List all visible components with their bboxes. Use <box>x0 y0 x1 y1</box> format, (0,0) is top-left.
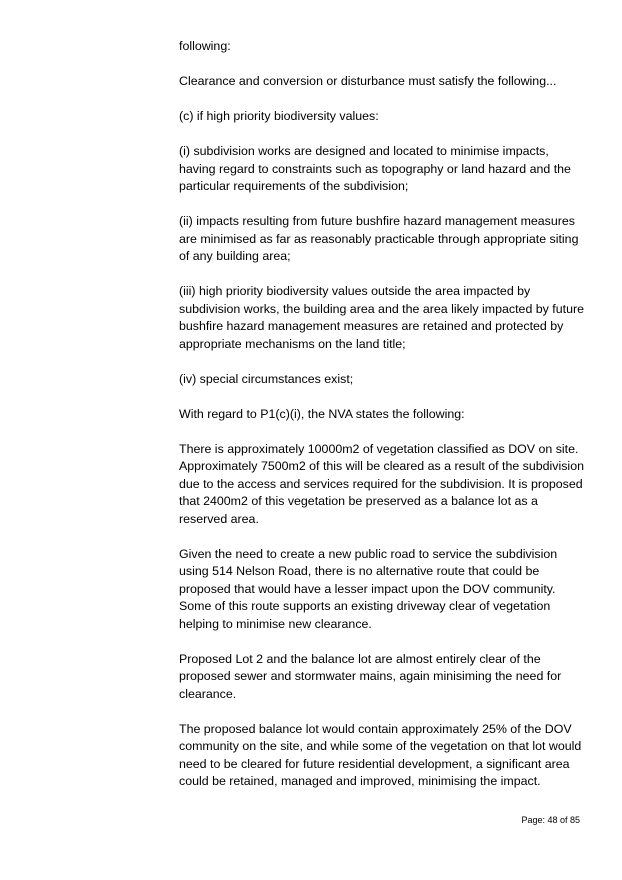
paragraph <box>179 73 579 91</box>
paragraph <box>179 721 582 791</box>
text-line: community on the site, and while some of the vegetation on that lot would <box>179 739 582 753</box>
paragraph <box>179 143 579 196</box>
text-line: proposed that would have a lesser impact upon the DOV community. <box>179 581 556 596</box>
text-line: Given the need to create a new public road to service the subdivision <box>179 546 558 561</box>
text-line: that 2400m2 of this vegetation be preserved as a balance lot as a <box>179 494 538 508</box>
text-line: With regard to P1(c)(i), the NVA states the following: <box>179 406 465 421</box>
text-line: The proposed balance lot would contain approximately 25% of the DOV <box>179 721 572 736</box>
text-line: helping to minimise new clearance. <box>179 616 372 631</box>
paragraph <box>179 546 579 634</box>
paragraph <box>179 371 579 389</box>
text-line: (iv) special circumstances exist; <box>179 371 354 386</box>
text-line: need to be cleared for future residential development, a significant area <box>179 756 570 771</box>
text-line: reserved area. <box>179 511 259 526</box>
text-line: appropriate mechanisms on the land title; <box>179 336 406 351</box>
text-line: using 514 Nelson Road, there is no alternative route that could be <box>179 564 540 578</box>
text-line: clearance. <box>179 686 237 701</box>
text-line: could be retained, managed and improved, minimising the impact. <box>179 774 541 788</box>
text-line: following: <box>179 39 231 53</box>
text-line: There is approximately 10000m2 of vegetation classified as DOV on site. <box>179 441 579 456</box>
paragraph <box>179 441 584 529</box>
text-line: Approximately 7500m2 of this will be cleared as a result of the subdivision <box>179 459 584 473</box>
page-number: Page: 48 of 85 <box>521 815 580 825</box>
text-line: Some of this route supports an existing driveway clear of vegetation <box>179 599 551 613</box>
paragraph <box>179 651 579 704</box>
text-line: subdivision works, the building area and the area likely impacted by future <box>179 301 584 316</box>
text-line: particular requirements of the subdivision; <box>179 179 409 193</box>
text-line: Clearance and conversion or disturbance must satisfy the following... <box>179 74 557 88</box>
text-line: (ii) impacts resulting from future bushfire hazard management measures <box>179 214 575 228</box>
text-line: Proposed Lot 2 and the balance lot are almost entirely clear of the <box>179 651 541 666</box>
paragraph <box>179 283 584 353</box>
text-line: are minimised as far as reasonably practicable through appropriate siting <box>179 231 579 246</box>
text-line: due to the access and services required for the subdivision. It is proposed <box>179 476 583 491</box>
text-line: (iii) high priority biodiversity values outside the area impacted by <box>179 284 531 298</box>
paragraph <box>179 108 579 126</box>
text-line: bushfire hazard management measures are retained and protected by <box>179 319 564 333</box>
paragraph <box>179 38 579 56</box>
text-line: of any building area; <box>179 249 291 263</box>
paragraph <box>179 406 579 424</box>
document-body <box>179 38 584 808</box>
text-line: (i) subdivision works are designed and located to minimise impacts, <box>179 144 549 158</box>
text-line: (c) if high priority biodiversity values: <box>179 109 379 123</box>
paragraph <box>179 213 579 266</box>
text-line: having regard to constraints such as topography or land hazard and the <box>179 161 571 176</box>
text-line: proposed sewer and stormwater mains, again minisiming the need for <box>179 669 562 683</box>
